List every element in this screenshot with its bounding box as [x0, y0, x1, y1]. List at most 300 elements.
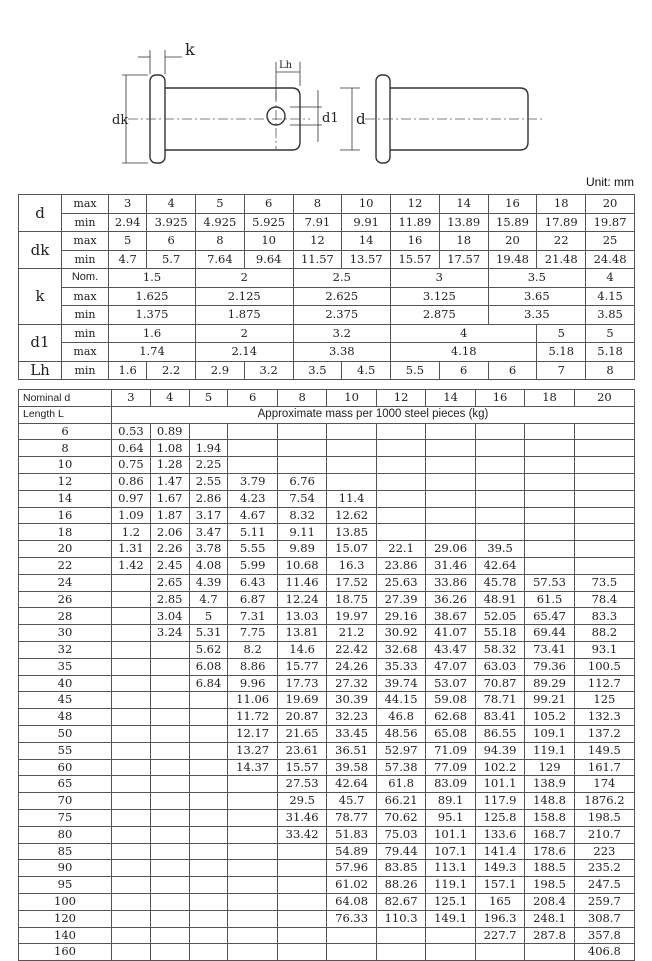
mass-cell: 88.26	[376, 877, 425, 894]
cell: 4.7	[109, 250, 147, 269]
cell: 10	[342, 195, 391, 214]
mass-cell	[376, 507, 425, 524]
cell: 3.125	[391, 287, 489, 306]
mass-cell: 71.09	[426, 742, 475, 759]
mass-cell	[189, 709, 228, 726]
row-label: max	[62, 232, 109, 251]
mass-cell: 1876.2	[574, 793, 634, 810]
cell: 2.375	[293, 306, 391, 325]
mass-cell: 125.8	[475, 809, 524, 826]
size-header: 6	[228, 390, 277, 407]
mass-cell: 89.29	[525, 675, 574, 692]
mass-cell	[574, 557, 634, 574]
mass-cell: 235.2	[574, 860, 634, 877]
mass-cell: 125	[574, 692, 634, 709]
cell: 6	[244, 195, 293, 214]
mass-cell	[277, 423, 326, 440]
mass-cell	[189, 826, 228, 843]
mass-cell: 31.46	[426, 557, 475, 574]
mass-cell: 2.45	[150, 557, 189, 574]
mass-cell: 0.53	[112, 423, 151, 440]
mass-cell: 4.08	[189, 557, 228, 574]
mass-cell	[277, 440, 326, 457]
mass-cell: 20.87	[277, 709, 326, 726]
mass-cell: 4.67	[228, 507, 277, 524]
mass-cell	[475, 944, 524, 961]
mass-cell: 7.31	[228, 608, 277, 625]
mass-cell	[112, 574, 151, 591]
mass-cell: 17.73	[277, 675, 326, 692]
length-cell: 55	[19, 742, 112, 759]
table-row	[19, 826, 635, 843]
mass-cell: 0.97	[112, 490, 151, 507]
mass-cell	[112, 658, 151, 675]
cell: 20	[488, 232, 537, 251]
mass-cell	[475, 423, 524, 440]
mass-cell: 137.2	[574, 725, 634, 742]
length-cell: 75	[19, 809, 112, 826]
mass-cell	[112, 910, 151, 927]
mass-cell: 1.09	[112, 507, 151, 524]
mass-cell: 11.06	[228, 692, 277, 709]
cell: 4	[147, 195, 196, 214]
mass-cell	[376, 490, 425, 507]
mass-cell: 247.5	[574, 877, 634, 894]
table-row	[19, 776, 635, 793]
mass-cell	[376, 423, 425, 440]
mass-cell	[228, 826, 277, 843]
mass-cell: 1.47	[150, 473, 189, 490]
mass-cell	[189, 776, 228, 793]
cell: 8	[196, 232, 245, 251]
mass-cell: 64.08	[327, 893, 376, 910]
mass-cell: 54.89	[327, 843, 376, 860]
mass-cell	[426, 473, 475, 490]
size-header: 3	[112, 390, 151, 407]
mass-cell: 44.15	[376, 692, 425, 709]
table-row	[19, 893, 635, 910]
mass-cell: 141.4	[475, 843, 524, 860]
length-cell: 90	[19, 860, 112, 877]
table-row	[19, 658, 635, 675]
cell: 1.74	[109, 343, 196, 362]
mass-cell: 113.1	[426, 860, 475, 877]
row-label: min	[62, 213, 109, 232]
mass-cell: 2.85	[150, 591, 189, 608]
mass-cell: 198.5	[525, 877, 574, 894]
mass-cell: 94.39	[475, 742, 524, 759]
mass-cell: 75.03	[376, 826, 425, 843]
mass-cell: 52.97	[376, 742, 425, 759]
dk-dim-label: dk	[112, 113, 129, 128]
mass-cell	[228, 423, 277, 440]
cell: 5	[196, 195, 245, 214]
cell: 20	[586, 195, 635, 214]
mass-cell: 3.04	[150, 608, 189, 625]
cell: 6	[439, 361, 488, 380]
cell: 3.85	[586, 306, 635, 325]
mass-cell	[150, 725, 189, 742]
row-label: min	[62, 306, 109, 325]
mass-cell: 138.9	[525, 776, 574, 793]
mass-cell	[376, 927, 425, 944]
mass-cell	[150, 759, 189, 776]
length-cell: 40	[19, 675, 112, 692]
mass-table	[18, 389, 635, 961]
mass-cell: 78.4	[574, 591, 634, 608]
mass-cell: 5.62	[189, 641, 228, 658]
mass-cell	[574, 490, 634, 507]
mass-cell: 41.07	[426, 625, 475, 642]
mass-cell: 259.7	[574, 893, 634, 910]
mass-cell: 19.69	[277, 692, 326, 709]
cell: 7.91	[293, 213, 342, 232]
length-cell: 65	[19, 776, 112, 793]
mass-cell: 33.86	[426, 574, 475, 591]
mass-cell	[112, 742, 151, 759]
mass-cell: 149.5	[574, 742, 634, 759]
mass-cell: 357.8	[574, 927, 634, 944]
cell: 1.6	[109, 361, 147, 380]
mass-cell: 105.2	[525, 709, 574, 726]
mass-cell: 7.54	[277, 490, 326, 507]
mass-cell	[525, 457, 574, 474]
mass-cell	[150, 641, 189, 658]
mass-cell: 119.1	[525, 742, 574, 759]
mass-cell: 82.67	[376, 893, 425, 910]
mass-cell	[228, 877, 277, 894]
length-cell: 20	[19, 541, 112, 558]
mass-cell: 33.42	[277, 826, 326, 843]
mass-cell	[112, 826, 151, 843]
mass-cell: 24.26	[327, 658, 376, 675]
d-label: d	[19, 195, 62, 232]
mass-cell	[376, 473, 425, 490]
mass-cell: 39.58	[327, 759, 376, 776]
mass-cell: 4.7	[189, 591, 228, 608]
length-cell: 12	[19, 473, 112, 490]
mass-cell: 227.7	[475, 927, 524, 944]
mass-cell: 83.3	[574, 608, 634, 625]
row-label: min	[62, 250, 109, 269]
cell: 4.18	[391, 343, 537, 362]
mass-cell: 77.09	[426, 759, 475, 776]
mass-cell: 174	[574, 776, 634, 793]
cell: 8	[293, 195, 342, 214]
mass-cell: 2.65	[150, 574, 189, 591]
mass-cell: 13.81	[277, 625, 326, 642]
mass-cell: 51.83	[327, 826, 376, 843]
cell: 3.5	[293, 361, 342, 380]
mass-cell: 29.06	[426, 541, 475, 558]
mass-cell: 45.78	[475, 574, 524, 591]
mass-cell: 14.6	[277, 641, 326, 658]
cell: 10	[244, 232, 293, 251]
length-cell: 60	[19, 759, 112, 776]
mass-cell	[189, 843, 228, 860]
mass-cell: 13.03	[277, 608, 326, 625]
mass-cell	[112, 725, 151, 742]
mass-cell: 23.86	[376, 557, 425, 574]
mass-cell	[112, 927, 151, 944]
mass-cell: 0.75	[112, 457, 151, 474]
mass-cell: 89.1	[426, 793, 475, 810]
mass-cell	[277, 944, 326, 961]
mass-cell	[327, 927, 376, 944]
mass-cell: 69.44	[525, 625, 574, 642]
mass-cell	[277, 860, 326, 877]
mass-cell	[189, 742, 228, 759]
cell: 4.15	[586, 287, 635, 306]
cell: 3.38	[293, 343, 391, 362]
mass-cell	[426, 524, 475, 541]
cell: 5	[109, 232, 147, 251]
length-cell: 32	[19, 641, 112, 658]
size-header: 8	[277, 390, 326, 407]
table-row	[19, 641, 635, 658]
mass-cell: 1.42	[112, 557, 151, 574]
mass-cell: 101.1	[475, 776, 524, 793]
mass-cell	[189, 793, 228, 810]
mass-cell: 36.51	[327, 742, 376, 759]
mass-cell: 42.64	[327, 776, 376, 793]
mass-cell: 42.64	[475, 557, 524, 574]
mass-cell: 6.87	[228, 591, 277, 608]
cell: 8	[586, 361, 635, 380]
length-cell: 10	[19, 457, 112, 474]
length-cell: 100	[19, 893, 112, 910]
mass-cell: 110.3	[376, 910, 425, 927]
table-row	[19, 287, 635, 306]
mass-cell	[150, 944, 189, 961]
cell: 9.91	[342, 213, 391, 232]
mass-cell	[426, 423, 475, 440]
mass-cell: 78.77	[327, 809, 376, 826]
mass-cell	[112, 776, 151, 793]
cell: 2.5	[293, 269, 391, 288]
mass-cell: 6.43	[228, 574, 277, 591]
mass-cell: 27.32	[327, 675, 376, 692]
mass-cell: 19.97	[327, 608, 376, 625]
mass-cell: 27.39	[376, 591, 425, 608]
mass-cell: 9.96	[228, 675, 277, 692]
cell: 4	[586, 269, 635, 288]
table-row	[19, 675, 635, 692]
mass-cell: 52.05	[475, 608, 524, 625]
mass-cell: 86.55	[475, 725, 524, 742]
cell: 2.9	[196, 361, 245, 380]
mass-cell	[426, 944, 475, 961]
size-header: 18	[525, 390, 574, 407]
length-cell: 85	[19, 843, 112, 860]
mass-cell: 158.8	[525, 809, 574, 826]
table-row	[19, 440, 635, 457]
mass-cell: 15.07	[327, 541, 376, 558]
mass-cell: 308.7	[574, 910, 634, 927]
mass-cell: 31.46	[277, 809, 326, 826]
mass-cell	[228, 776, 277, 793]
mass-cell	[327, 457, 376, 474]
cell: 2.125	[196, 287, 294, 306]
cell: 12	[293, 232, 342, 251]
mass-cell: 32.68	[376, 641, 425, 658]
mass-cell: 11.46	[277, 574, 326, 591]
table-row	[19, 692, 635, 709]
table-row	[19, 524, 635, 541]
mass-cell	[525, 507, 574, 524]
length-cell: 28	[19, 608, 112, 625]
length-cell: 8	[19, 440, 112, 457]
mass-cell: 2.25	[189, 457, 228, 474]
length-cell: 18	[19, 524, 112, 541]
mass-cell: 57.38	[376, 759, 425, 776]
mass-cell	[376, 944, 425, 961]
mass-cell: 39.74	[376, 675, 425, 692]
unit-label: Unit: mm	[586, 175, 634, 189]
mass-cell: 4.23	[228, 490, 277, 507]
mass-cell	[426, 457, 475, 474]
mass-cell: 149.1	[426, 910, 475, 927]
mass-cell: 53.07	[426, 675, 475, 692]
mass-cell: 61.5	[525, 591, 574, 608]
mass-cell	[228, 440, 277, 457]
mass-cell	[228, 944, 277, 961]
mass-cell: 1.94	[189, 440, 228, 457]
mass-cell: 9.89	[277, 541, 326, 558]
mass-cell: 15.77	[277, 658, 326, 675]
mass-cell: 25.63	[376, 574, 425, 591]
mass-cell	[112, 893, 151, 910]
table-row	[19, 473, 635, 490]
mass-cell	[112, 759, 151, 776]
length-cell: 45	[19, 692, 112, 709]
mass-cell	[525, 473, 574, 490]
mass-cell: 12.17	[228, 725, 277, 742]
mass-cell: 100.5	[574, 658, 634, 675]
mass-cell: 30.39	[327, 692, 376, 709]
mass-cell: 149.3	[475, 860, 524, 877]
length-cell: 16	[19, 507, 112, 524]
mass-cell	[574, 457, 634, 474]
cell: 22	[537, 232, 586, 251]
mass-cell: 3.24	[150, 625, 189, 642]
mass-cell	[327, 944, 376, 961]
mass-cell: 109.1	[525, 725, 574, 742]
mass-cell	[189, 692, 228, 709]
mass-cell: 70.62	[376, 809, 425, 826]
mass-cell	[112, 709, 151, 726]
mass-cell: 1.08	[150, 440, 189, 457]
mass-cell	[277, 457, 326, 474]
cell: 5.18	[537, 343, 586, 362]
mass-cell: 95.1	[426, 809, 475, 826]
mass-cell	[426, 440, 475, 457]
table-row	[19, 625, 635, 642]
table-row	[19, 507, 635, 524]
mass-cell	[228, 457, 277, 474]
mass-cell: 107.1	[426, 843, 475, 860]
mass-cell	[475, 473, 524, 490]
mass-cell	[475, 524, 524, 541]
mass-cell: 125.1	[426, 893, 475, 910]
cell: 7	[537, 361, 586, 380]
mass-cell: 21.65	[277, 725, 326, 742]
mass-cell: 8.32	[277, 507, 326, 524]
row-label: max	[62, 287, 109, 306]
mass-cell	[525, 541, 574, 558]
mass-cell: 48.56	[376, 725, 425, 742]
mass-cell: 210.7	[574, 826, 634, 843]
mass-cell: 6.08	[189, 658, 228, 675]
cell: 14	[439, 195, 488, 214]
mass-cell	[475, 440, 524, 457]
cell: 3.2	[244, 361, 293, 380]
mass-cell: 29.5	[277, 793, 326, 810]
mass-cell: 165	[475, 893, 524, 910]
mass-cell: 55.18	[475, 625, 524, 642]
cell: 4	[391, 324, 537, 343]
cell: 1.625	[109, 287, 196, 306]
mass-cell: 132.3	[574, 709, 634, 726]
mass-cell: 406.8	[574, 944, 634, 961]
cell: 3.5	[488, 269, 586, 288]
mass-cell	[228, 793, 277, 810]
mass-cell	[475, 507, 524, 524]
mass-cell: 117.9	[475, 793, 524, 810]
mass-cell: 15.57	[277, 759, 326, 776]
length-cell: 26	[19, 591, 112, 608]
mass-cell	[112, 608, 151, 625]
mass-cell	[150, 860, 189, 877]
cell: 1.6	[109, 324, 196, 343]
length-cell: 50	[19, 725, 112, 742]
mass-cell: 3.47	[189, 524, 228, 541]
mass-cell: 93.1	[574, 641, 634, 658]
mass-cell: 27.53	[277, 776, 326, 793]
cell: 5	[537, 324, 586, 343]
mass-cell	[277, 843, 326, 860]
mass-cell: 148.8	[525, 793, 574, 810]
mass-cell: 76.33	[327, 910, 376, 927]
cell: 17.57	[439, 250, 488, 269]
cell: 7.64	[196, 250, 245, 269]
mass-cell	[376, 440, 425, 457]
mass-cell: 101.1	[426, 826, 475, 843]
mass-cell: 46.8	[376, 709, 425, 726]
mass-cell: 73.41	[525, 641, 574, 658]
length-cell: 14	[19, 490, 112, 507]
cell: 3	[109, 195, 147, 214]
mass-cell	[277, 927, 326, 944]
cell: 11.89	[391, 213, 440, 232]
mass-cell: 99.21	[525, 692, 574, 709]
mass-cell	[150, 910, 189, 927]
mass-cell	[150, 826, 189, 843]
table-row	[19, 557, 635, 574]
table-row	[19, 742, 635, 759]
mass-cell	[574, 541, 634, 558]
row-label: max	[62, 343, 109, 362]
cell: 5.925	[244, 213, 293, 232]
mass-cell	[277, 910, 326, 927]
cell: 16	[488, 195, 537, 214]
mass-cell: 43.47	[426, 641, 475, 658]
mass-cell: 48.91	[475, 591, 524, 608]
cell: 16	[391, 232, 440, 251]
mass-cell: 39.5	[475, 541, 524, 558]
table-row	[19, 793, 635, 810]
cell: 9.64	[244, 250, 293, 269]
